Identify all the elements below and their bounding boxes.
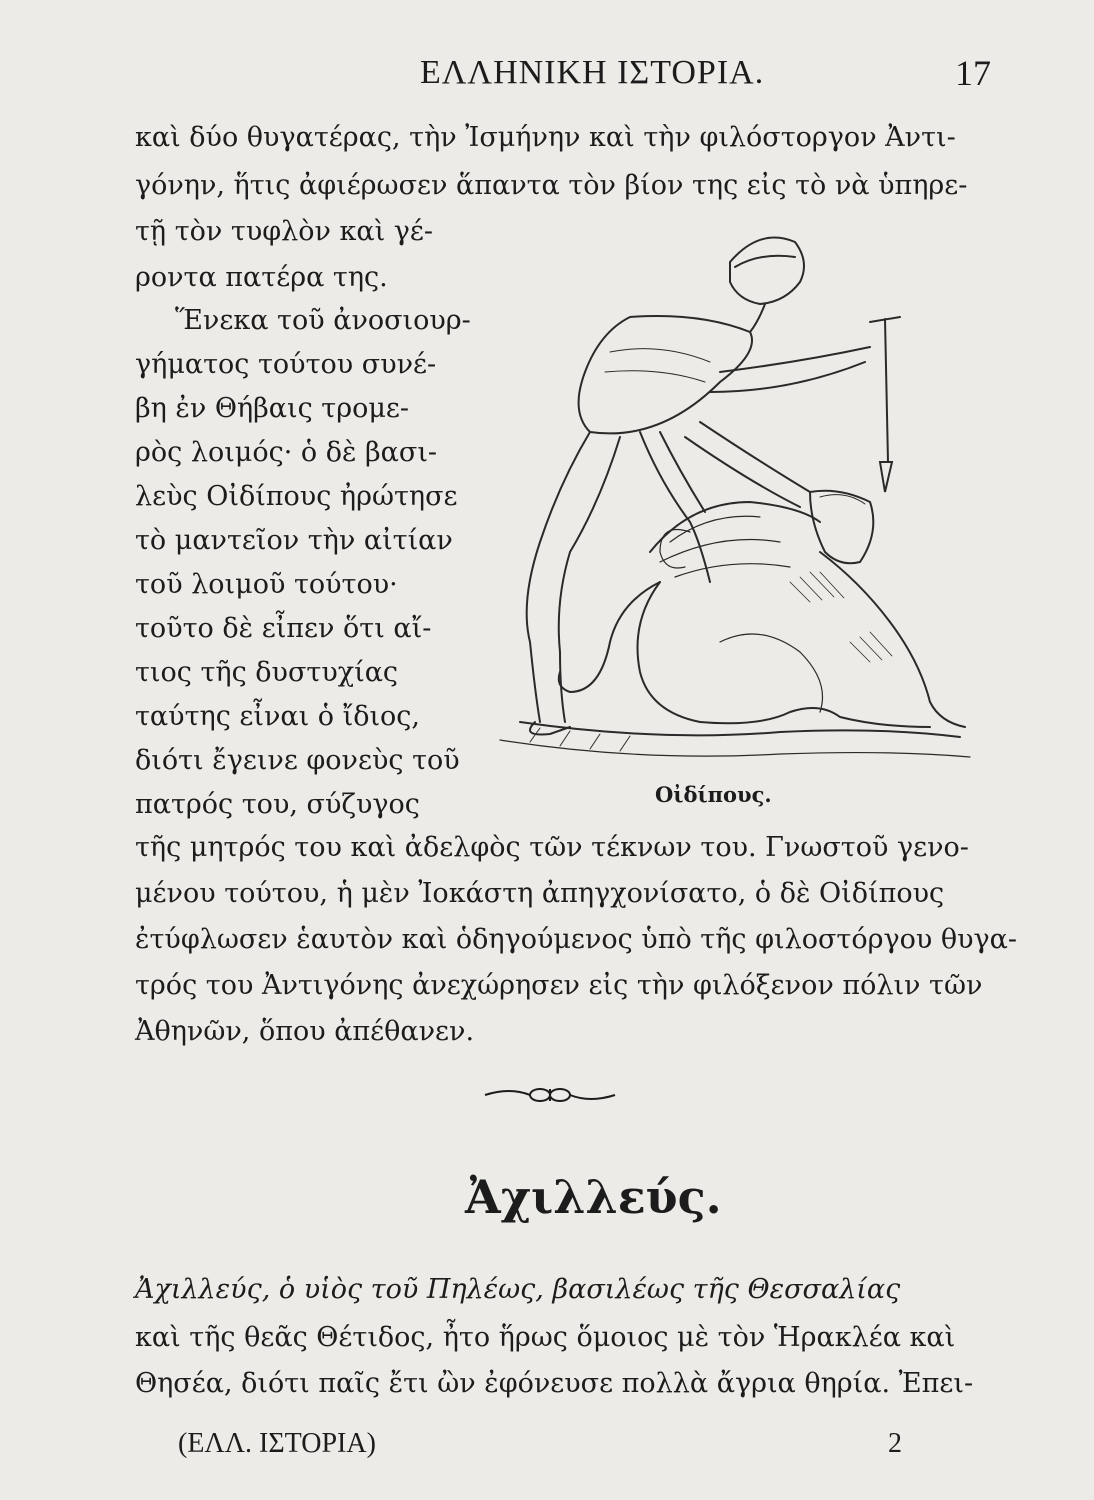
section-title: Ἀχιλλεύς.: [465, 1170, 722, 1224]
body-line: τῇ τὸν τυφλὸν καὶ γέ-: [135, 216, 434, 247]
body-line: τοῦ λοιμοῦ τούτου·: [135, 569, 398, 600]
footer-signature-number: 2: [888, 1428, 902, 1459]
section-line: [135, 1276, 985, 1303]
body-line: γόνην, ἥτις ἀφιέρωσεν ἅπαντα τὸν βίον της εἰς τὸ νὰ ὑπηρε-: [135, 170, 968, 201]
body-line: λεὺς Οἰδίπους ἠρώτησε: [135, 481, 458, 512]
body-line: πατρός του, σύζυγος: [135, 789, 420, 820]
body-line: ἐτύφλωσεν ἑαυτὸν καὶ ὁδηγούμενος ὑπὸ τῆς φιλοστόργου θυγα-: [135, 924, 1018, 955]
section-line-text: Ἀχιλλεύς, ὁ υἱὸς τοῦ Πηλέως, βασιλέως τῆς Θεσσαλίας: [135, 1274, 901, 1305]
body-line: ταύτης εἶναι ὁ ἴδιος,: [135, 701, 421, 732]
footer-signature: (ΕΛΛ. ΙΣΤΟΡΙΑ): [178, 1428, 376, 1459]
body-line: καὶ δύο θυγατέρας, τὴν Ἰσμήνην καὶ τὴν φιλόστοργον Ἀντι-: [135, 122, 956, 153]
body-line: ρὸς λοιμός· ὁ δὲ βασι-: [135, 437, 438, 468]
body-line: τὸ μαντεῖον τὴν αἰτίαν: [135, 525, 453, 556]
body-line: ροντα πατέρα της.: [135, 262, 388, 293]
body-line: Ἀθηνῶν, ὅπου ἀπέθανεν.: [135, 1016, 475, 1047]
section-line: καὶ τῆς θεᾶς Θέτιδος, ἦτο ἥρως ὅμοιος μὲ τὸν Ἡρακλέα καὶ: [135, 1322, 956, 1353]
body-line: τρός του Ἀντιγόνης ἀνεχώρησεν εἰς τὴν φιλόξενον πόλιν τῶν: [135, 970, 983, 1001]
body-line: γήματος τούτου συνέ-: [135, 349, 437, 380]
page-number: 17: [955, 53, 991, 93]
running-title: ΕΛΛΗΝΙΚΗ ΙΣΤΟΡΙΑ.: [420, 54, 765, 91]
body-line: μένου τούτου, ἡ μὲν Ἰοκάστη ἀπηγχονίσατο, ὁ δὲ Οἰδίπους: [135, 878, 945, 909]
section-line: Θησέα, διότι παῖς ἔτι ὢν ἐφόνευσε πολλὰ ἄγρια θηρία. Ἐπει-: [135, 1368, 974, 1399]
body-line: διότι ἔγεινε φονεὺς τοῦ: [135, 745, 460, 776]
body-line: τῆς μητρός του καὶ ἀδελφὸς τῶν τέκνων του. Γνωστοῦ γενο-: [135, 832, 969, 863]
body-line: τοῦτο δὲ εἶπεν ὅτι αἴ-: [135, 613, 432, 644]
body-line: Ἕνεκα τοῦ ἀνοσιουρ-: [175, 305, 471, 336]
body-line: βη ἐν Θήβαις τρομε-: [135, 393, 410, 424]
figure-caption: Οἰδίπους.: [655, 782, 772, 807]
page-header: [0, 50, 1094, 100]
body-line: τιος τῆς δυστυχίας: [135, 657, 399, 688]
oedipus-sphinx-illustration: [460, 222, 990, 782]
ornament-divider-icon: [480, 1075, 620, 1115]
